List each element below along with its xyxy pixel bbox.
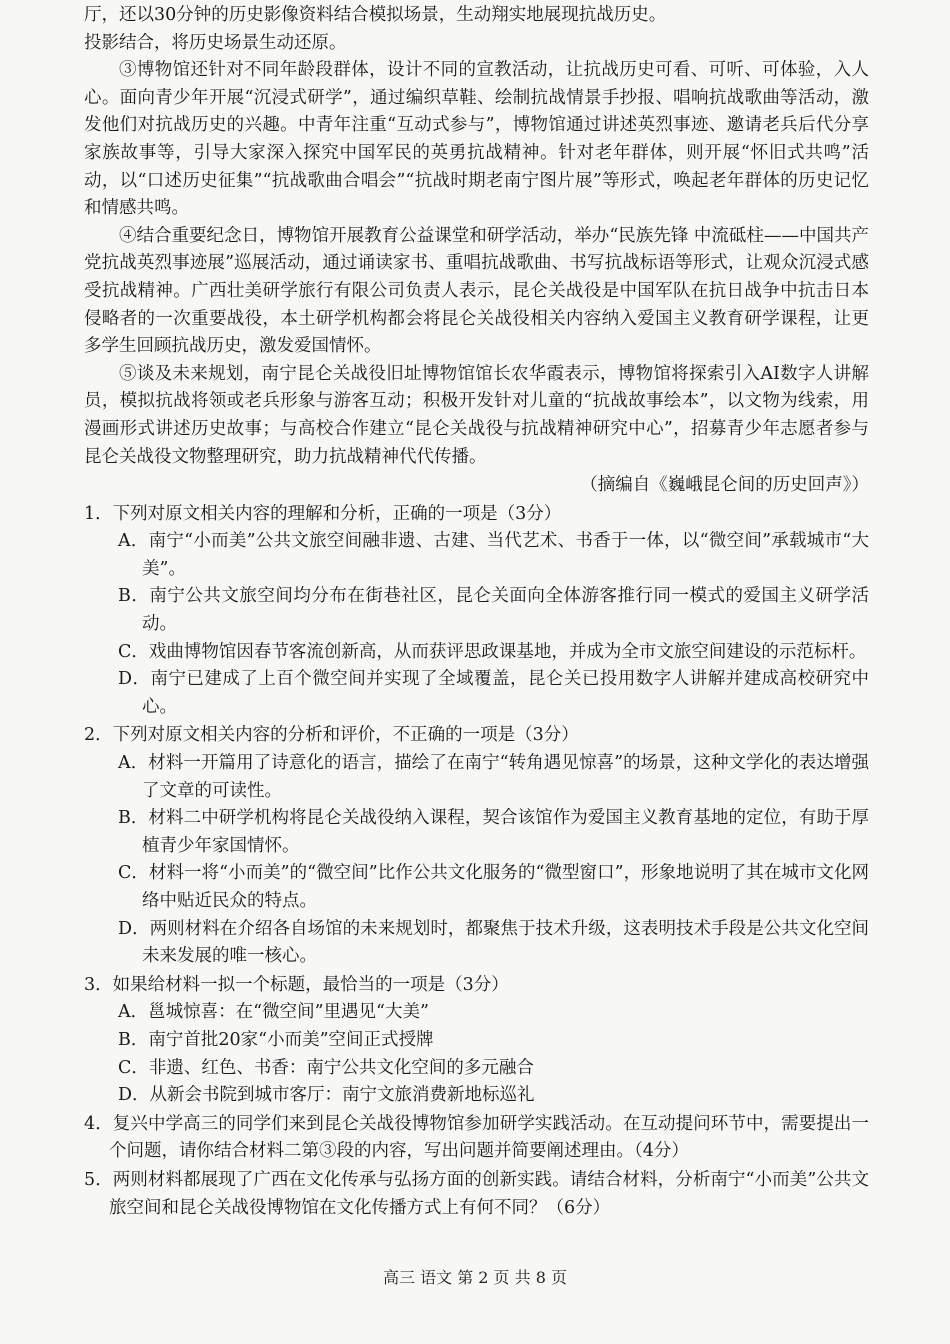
passage-paragraph-4: ④结合重要纪念日，博物馆开展教育公益课堂和研学活动，举办“民族先锋 中流砥柱——中国共产党抗战英烈事迹展”巡展活动，通过诵读家书、重唱抗战歌曲、书写抗战标语等形式，让观众沉浸式感受抗战精神。广西壮美研学旅行有限公司负责人表示，昆仑关战役是中国军队在抗日战争中抗击日本侵略者的一次重要战役，本土研学机构都会将昆仑关战役相关内容纳入爱国主义教育研学课程，让更多学生回顾抗战历史，激发爱国情怀。 <box>84 225 869 357</box>
page-content <box>84 2 869 1222</box>
option-b: B．南宁公共文旅空间均分布在街巷社区，昆仑关面向全体游客推行同一模式的爱国主义研学活动。 <box>118 586 869 635</box>
page-footer: 高三 语文 第 2 页 共 8 页 <box>383 1268 567 1287</box>
question-stem: 1．下列对原文相关内容的理解和分析，正确的一项是（3分） <box>84 503 562 524</box>
question-stem: 2．下列对原文相关内容的分析和评价，不正确的一项是（3分） <box>84 725 579 746</box>
question-2 <box>84 722 869 970</box>
option-d: D．南宁已建成了上百个微空间并实现了全域覆盖，昆仑关已投用数字人讲解并建成高校研究中心。 <box>118 669 869 717</box>
question-stem: 4．复兴中学高三的同学们来到昆仑关战役博物馆参加研学实践活动。在互动提问环节中，需要提出一个问题，请你结合材料二第③段的内容，写出问题并简要阐述理由。（4分） <box>84 1113 869 1162</box>
option-b: B．材料二中研学机构将昆仑关战役纳入课程，契合该馆作为爱国主义教育基地的定位，有助于厚植青少年家国情怀。 <box>118 808 869 856</box>
option-a: A．材料一开篇用了诗意化的语言，描绘了在南宁“转角遇见惊喜”的场景，这种文学化的表达增强了文章的可读性。 <box>118 753 869 801</box>
question-5 <box>84 1167 869 1222</box>
passage-source: （摘编自《巍峨昆仑间的历史回声》） <box>580 475 869 496</box>
question-3 <box>84 972 869 1110</box>
question-1 <box>84 501 869 722</box>
passage-line: 投影结合，将历史场景生动还原。 <box>84 32 347 53</box>
option-c: C．非遗、红色、书香：南宁公共文化空间的多元融合 <box>118 1057 534 1078</box>
passage-paragraph-5: ⑤谈及未来规划，南宁昆仑关战役旧址博物馆馆长农华霞表示，博物馆将探索引入AI数字人讲解员，模拟抗战将领或老兵形象与游客互动；积极开发针对儿童的“抗战故事绘本”，以文物为线索，用漫画形式讲述历史故事；与高校合作建立“昆仑关战役与抗战精神研究中心”，招募青少年志愿者参与昆仑关战役文物整理研究，助力抗战精神代代传播。 <box>84 363 869 467</box>
option-c: C．戏曲博物馆因春节客流创新高，从而获评思政课基地，并成为全市文旅空间建设的示范标杆。 <box>118 641 867 662</box>
option-d: D．从新会书院到城市客厅：南宁文旅消费新地标巡礼 <box>118 1085 535 1106</box>
option-d: D．两则材料在介绍各自场馆的未来规划时，都聚焦于技术升级，这表明技术手段是公共文化空间未来发展的唯一核心。 <box>118 918 869 967</box>
passage-paragraph-3: ③博物馆还针对不同年龄段群体，设计不同的宣教活动，让抗战历史可看、可听、可体验，入人心。面向青少年开展“沉浸式研学”，通过编织草鞋、绘制抗战情景手抄报、唱响抗战歌曲等活动，激发他们对抗战历史的兴趣。中青年注重“互动式参与”，博物馆通过讲述英烈事迹、邀请老兵后代分享家族故事等，引导大家深入探究中国军民的英勇抗战精神。针对老年群体，则开展“怀旧式共鸣”活动，以“口述历史征集”“抗战歌曲合唱会”“抗战时期老南宁图片展”等形式，唤起老年群体的历史记忆和情感共鸣。 <box>84 60 869 219</box>
option-c: C．材料一将“小而美”的“微空间”比作公共文化服务的“微型窗口”，形象地说明了其在城市文化网络中贴近民众的特点。 <box>118 863 869 911</box>
question-stem: 5．两则材料都展现了广西在文化传承与弘扬方面的创新实践。请结合材料，分析南宁“小而美”公共文旅空间和昆仑关战役博物馆在文化传播方式上有何不同？（6分） <box>84 1169 869 1218</box>
option-a: A．邕城惊喜：在“微空间”里遇见“大美” <box>118 1002 429 1023</box>
option-a: A．南宁“小而美”公共文旅空间融非遗、古建、当代艺术、书香于一体，以“微空间”承载城市“大美”。 <box>118 531 869 579</box>
question-stem: 3．如果给材料一拟一个标题，最恰当的一项是（3分） <box>84 974 509 995</box>
option-b: B．南宁首批20家“小而美”空间正式授牌 <box>118 1029 434 1050</box>
passage-line: 厅，还以30分钟的历史影像资料结合模拟场景，生动翔实地展现抗战历史。 <box>84 5 667 25</box>
question-4 <box>84 1111 869 1166</box>
